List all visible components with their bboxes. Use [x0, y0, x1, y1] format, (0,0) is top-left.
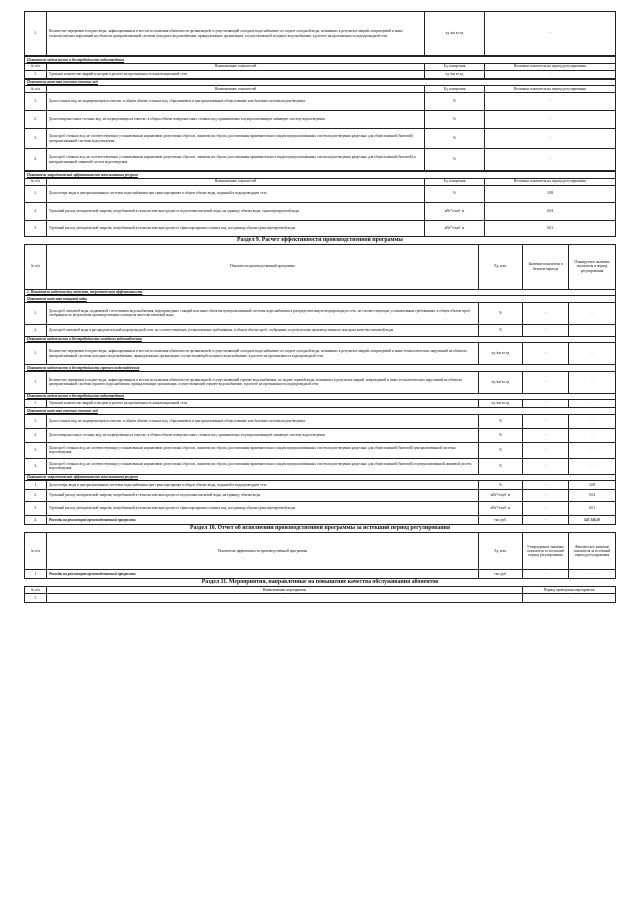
planned-value: - — [569, 371, 616, 393]
col-header-name: Наименование показателей — [47, 63, 425, 70]
indicator-name: Доля проб сточных вод, не соответствующих установленным нормативам допустимых сбросов, лимитам на сбросы, рассчитанная применительно к видам централизованных систем водоотведения раздельно для общесплавной (бытовой) и централизованной ливневой систем водоотведения — [47, 149, 425, 171]
col-header-unit: Ед. измерения — [425, 63, 485, 70]
cold-water-reliability-table — [24, 11, 616, 56]
table-row — [25, 111, 616, 129]
col-header-number: № п/п — [25, 244, 47, 289]
indicator-name: Расходы на реализацию производственной программы — [47, 570, 479, 579]
planned-value: - — [569, 343, 616, 365]
indicator-name: Доля поверхностных сточных вод, не подвергающихся очистке, в общем объеме поверхностных сточных вод, принимаемых в централизованную ливневую систему водоотведения — [47, 111, 425, 129]
section-11-heading: Раздел 11. Мероприятия, направленные на повышение качества обслуживания абонентов — [201, 579, 439, 585]
row-number: 3. — [25, 129, 47, 149]
row-number: 1 — [25, 570, 47, 579]
header-row — [25, 86, 616, 93]
unit-cell: % — [479, 442, 523, 458]
col-header-unit: Ед. изм. — [479, 533, 523, 570]
col-header-number: № п/п — [25, 63, 47, 70]
group-title: Показатели надежности и бесперебойности горячего водоснабжения — [25, 365, 616, 372]
row-number: 3. — [25, 502, 47, 516]
planned-value: - — [569, 414, 616, 428]
indicator-name: Доля проб сточных вод, не соответствующих установленным нормативам допустимых сбросов, лимитам на сбросы, рассчитанная применительно к видам централизованных систем водоотведения раздельно для общесплавной (бытовой) централизованной системы водоотведения — [47, 129, 425, 149]
planned-value: - — [569, 428, 616, 442]
unit-cell: % — [479, 324, 523, 336]
header-row — [25, 587, 616, 594]
row-number: 1. — [25, 302, 47, 324]
table-row — [25, 516, 616, 525]
indicator-name: Расходы на реализацию производственной программы — [47, 516, 479, 525]
unit-cell: % — [479, 302, 523, 324]
col-header-period: Период проведения мероприятия — [523, 587, 616, 594]
col-header-number: № п/п — [25, 587, 47, 594]
col-header-unit: Ед. измерения — [425, 178, 485, 185]
indicator-name: Доля проб сточных вод, не соответствующих установленным нормативам допустимых сбросов, лимитам на сбросы, рассчитанная применительно к видам централизованных систем водоотведения раздельно для общесплавной (бытовой) централизованной системы водоотведения — [47, 442, 479, 458]
unit-cell: ед./км в год — [479, 371, 523, 393]
row-number: 2. — [25, 324, 47, 336]
section-title: Показатели энергетической эффективности использования ресурсов — [25, 172, 616, 179]
indicator-name: Доля потерь воды в централизованных системах водоснабжения при транспортировке в общем объеме воды, поданной в водопроводную сеть — [47, 481, 479, 490]
indicator-name: Доля сточных вод, не подвергающихся очистке, в общем объеме сточных вод, сбрасываемых в централизованные общесплавные или бытовые системы водоотведения — [47, 93, 425, 111]
col-header-number: № п/п — [25, 178, 47, 185]
table-row — [25, 458, 616, 474]
base-value: - — [523, 502, 569, 516]
value-cell: - — [485, 149, 616, 171]
base-value: - — [523, 490, 569, 502]
unit-cell: ед./км в год — [479, 400, 523, 408]
document-page — [24, 11, 616, 603]
base-value: - — [523, 343, 569, 365]
base-value: - — [523, 302, 569, 324]
section-10-table — [24, 532, 616, 579]
row-number: 4. — [25, 458, 47, 474]
indicator-name: Количество перерывов в подаче воды, зафиксированных в местах исполнения обязательств организацией, осуществляющей холодное водоснабжение, по подаче холодной воды, возникших в результате аварий, повреждений и иных технологических нарушений на объектах централизованной системы холодного водоснабжения, принадлежащих организации, осуществляющей холодное водоснабжение, в расчете на протяженность водопроводной сети — [47, 343, 479, 365]
table-row — [25, 502, 616, 516]
base-value: - — [523, 400, 569, 408]
row-number: 1 — [25, 481, 47, 490]
group-title: Показатели надежности и бесперебойности водоотведения — [25, 393, 616, 400]
table-row — [25, 428, 616, 442]
header-row — [25, 244, 616, 289]
row-number: 1. — [25, 93, 47, 111]
unit-cell: % — [425, 185, 485, 202]
col-header-value: Величина показателя на период регулирования — [485, 63, 616, 70]
row-number: 1. — [25, 414, 47, 428]
measure-name: - — [47, 594, 523, 603]
planned-value: - — [569, 442, 616, 458]
unit-cell: ед./км в год — [425, 70, 485, 78]
table-row — [25, 570, 616, 579]
row-number: 1. — [25, 594, 47, 603]
col-header-name: Наименование мероприятия — [47, 587, 523, 594]
table-row — [25, 324, 616, 336]
col-header-base: Значение показателя в базовом периоде — [523, 244, 569, 289]
indicator-name: Удельный расход электрической энергии, потребляемой в технологическом процессе подготовки питьевой воды, на единицу объема воды, транспортируемой воды — [47, 202, 425, 220]
planned-value: 542 146,50 — [569, 516, 616, 525]
row-number: 1. — [25, 70, 47, 78]
group-title: 1. Показатели надежности, качества, энергетической эффективности — [25, 289, 616, 296]
section-9-heading: Раздел 9. Расчет эффективности производственной программы — [237, 236, 403, 243]
indicator-name: Доля сточных вод, не подвергающихся очистке, в общем объеме сточных вод, сбрасываемых в централизованные общесплавные или бытовые системы водоотведения — [47, 414, 479, 428]
unit-cell: % — [425, 129, 485, 149]
table-row — [25, 490, 616, 502]
section-9-body — [25, 289, 616, 525]
indicator-name: Доля поверхностных сточных вод, не подвергающихся очистке, в общем объеме поверхностных сточных вод, принимаемых в централизованную ливневую систему водоотведения — [47, 428, 479, 442]
planned-value: - — [569, 324, 616, 336]
row-number: 1. — [25, 185, 47, 202]
table-row — [25, 12, 616, 56]
table-row — [25, 220, 616, 236]
planned-value: - — [569, 302, 616, 324]
table-row — [25, 594, 616, 603]
unit-cell: % — [425, 93, 485, 111]
col-header-value: Величина показателя на период регулирования — [485, 178, 616, 185]
table-row — [25, 414, 616, 428]
actual-value: - — [569, 570, 616, 579]
energy-efficiency-table — [24, 171, 616, 237]
section-9-table — [24, 244, 616, 526]
base-value: - — [523, 414, 569, 428]
row-number: 1. — [25, 12, 47, 56]
approved-value: - — [523, 570, 569, 579]
table-row — [25, 371, 616, 393]
col-header-approved: Утвержденное значение показателя за истекший период регулирования — [523, 533, 569, 570]
col-header-value: Величина показателя на период регулирования — [485, 86, 616, 93]
indicator-name: Удельный расход электрической энергии, потребляемой в технологическом процессе подготовки питьевой воды, на единицу объема воды — [47, 490, 479, 502]
unit-cell: кВт*ч/куб. м — [479, 502, 523, 516]
base-value: - — [523, 516, 569, 525]
table-row — [25, 302, 616, 324]
planned-value: 0,04 — [569, 490, 616, 502]
value-cell: 0,04 — [485, 202, 616, 220]
value-cell: - — [485, 111, 616, 129]
table-row — [25, 149, 616, 171]
wastewater-reliability-table — [24, 56, 616, 79]
table-row — [25, 93, 616, 111]
col-header-planned: Планируемое значение показателя в период регулирования — [569, 244, 616, 289]
indicator-name: Удельное количество аварий и засоров в расчете на протяженность канализационной сети — [47, 70, 425, 78]
indicator-name: Удельный расход электрической энергии, потребляемой в технологическом процессе транспортировки сточных вод, на единицу объема транспортируемой воды — [47, 502, 479, 516]
planned-value: 0,01 — [569, 502, 616, 516]
unit-cell: ед./км в год — [425, 12, 485, 56]
col-header-actual: Фактическое значение показателя за истекший период регулирования — [569, 533, 616, 570]
wastewater-quality-table — [24, 79, 616, 172]
col-header-name: Показатели эффективности производственной программы — [47, 533, 479, 570]
section-10-heading: Раздел 10. Отчет об исполнении производственной программы за истекший период регулирования — [189, 525, 451, 531]
base-value: - — [523, 458, 569, 474]
planned-value: - — [569, 400, 616, 408]
table-row — [25, 442, 616, 458]
section-title: Показатели качества очистки сточных вод — [25, 79, 616, 86]
row-number: 1. — [25, 371, 47, 393]
table-row — [25, 343, 616, 365]
unit-cell: % — [479, 428, 523, 442]
unit-cell: % — [479, 458, 523, 474]
row-number: 1. — [25, 343, 47, 365]
value-cell: - — [485, 93, 616, 111]
value-cell: 0,01 — [485, 220, 616, 236]
unit-cell: % — [425, 111, 485, 129]
section-title: Показатели надежности и бесперебойности водоотведения — [25, 57, 616, 64]
unit-cell: тыс.руб. — [479, 516, 523, 525]
table-row — [25, 185, 616, 202]
value-cell: - — [485, 70, 616, 78]
col-header-name: Наименование показателей — [47, 178, 425, 185]
table-row — [25, 70, 616, 78]
row-number: 2. — [25, 202, 47, 220]
indicator-name: Количество перерывов в подаче воды, зафиксированных в местах исполнения обязательств организацией, осуществляющей холодное водоснабжение, по подаче холодной воды, возникших в результате аварий, повреждений и иных технологических нарушений на объектах централизованной системы холодного водоснабжения, принадлежащих организации, осуществляющей холодное водоснабжение, в расчете на протяженность водопроводной сети — [47, 12, 425, 56]
value-cell: - — [485, 129, 616, 149]
table-row — [25, 400, 616, 408]
unit-cell: кВт*ч/куб. м — [425, 202, 485, 220]
unit-cell: % — [479, 414, 523, 428]
indicator-name: Удельное количество аварий и засоров в расчете на протяженность канализационной сети — [47, 400, 479, 408]
row-number: 4. — [25, 516, 47, 525]
unit-cell: ед./км в год — [479, 343, 523, 365]
unit-cell: тыс.руб. — [479, 570, 523, 579]
unit-cell: % — [479, 481, 523, 490]
table-row — [25, 202, 616, 220]
col-header-unit: Ед. измерения — [425, 86, 485, 93]
row-number: 4. — [25, 149, 47, 171]
group-title: Показатели энергетической эффективности использования ресурсов — [25, 474, 616, 481]
indicator-name: Доля проб питьевой воды, подаваемой с источников водоснабжения, водопроводных станций или иных объектов централизованной системы водоснабжения в распределительную водопроводную сеть, не соответствующих установленным требованиям, в общем объеме проб, отобранных по результатам производственного контроля качества питьевой воды — [47, 302, 479, 324]
unit-cell: кВт*ч/куб. м — [425, 220, 485, 236]
header-row — [25, 63, 616, 70]
group-title: Показатели качества питьевой воды — [25, 296, 616, 303]
base-value: - — [523, 371, 569, 393]
row-number: 3. — [25, 220, 47, 236]
group-title: Показатели надежности и бесперебойности холодного водоснабжения — [25, 336, 616, 343]
base-value: - — [523, 428, 569, 442]
value-cell: - — [485, 12, 616, 56]
unit-cell: % — [425, 149, 485, 171]
group-title: Показатели качества очистки сточных вод — [25, 408, 616, 415]
row-number: 3. — [25, 442, 47, 458]
base-value: - — [523, 481, 569, 490]
planned-value: - — [569, 458, 616, 474]
table-row — [25, 481, 616, 490]
indicator-name: Удельный расход электрической энергии, потребляемой в технологическом процессе транспортировки сточных вод, на единицу объема транспортируемой воды — [47, 220, 425, 236]
col-header-name: Показатели производственной программы — [47, 244, 479, 289]
col-header-number: № п/п — [25, 86, 47, 93]
indicator-name: Доля потерь воды в централизованных системах водоснабжения при транспортировке в общем объеме воды, поданной в водопроводную сеть — [47, 185, 425, 202]
row-number: 2. — [25, 111, 47, 129]
row-number: 2. — [25, 428, 47, 442]
base-value: - — [523, 442, 569, 458]
value-cell: 3,08 — [485, 185, 616, 202]
header-row — [25, 178, 616, 185]
col-header-number: № п/п — [25, 533, 47, 570]
indicator-name: Доля проб сточных вод, не соответствующих установленным нормативам допустимых сбросов, лимитам на сбросы, рассчитанная применительно к видам централизованных систем водоотведения раздельно для общесплавной (бытовой) и централизованной ливневой систем водоотведения — [47, 458, 479, 474]
indicator-name: Доля проб питьевой воды в распределительной водопроводной сети, не соответствующих установленным требованиям, в общем объеме проб, отобранных по результатам производственного контроля качества питьевой воды — [47, 324, 479, 336]
row-number: 2. — [25, 490, 47, 502]
section-11-table — [24, 586, 616, 603]
indicator-name: Количество перерывов в подаче воды, зафиксированных в местах исполнения обязательств организацией, осуществляющей горячее водоснабжение, по подаче горячей воды, возникших в результате аварий, повреждений и иных технологических нарушений на объектах централизованной системы горячего водоснабжения, принадлежащих организации, осуществляющей горячее водоснабжение, в расчете на протяженность водопроводной сети — [47, 371, 479, 393]
period-cell: - — [523, 594, 616, 603]
col-header-unit: Ед. изм. — [479, 244, 523, 289]
base-value: - — [523, 324, 569, 336]
table-row — [25, 129, 616, 149]
row-number: 1. — [25, 400, 47, 408]
planned-value: 3,08 — [569, 481, 616, 490]
header-row — [25, 533, 616, 570]
unit-cell: кВт*ч/куб. м — [479, 490, 523, 502]
col-header-name: Наименование показателей — [47, 86, 425, 93]
